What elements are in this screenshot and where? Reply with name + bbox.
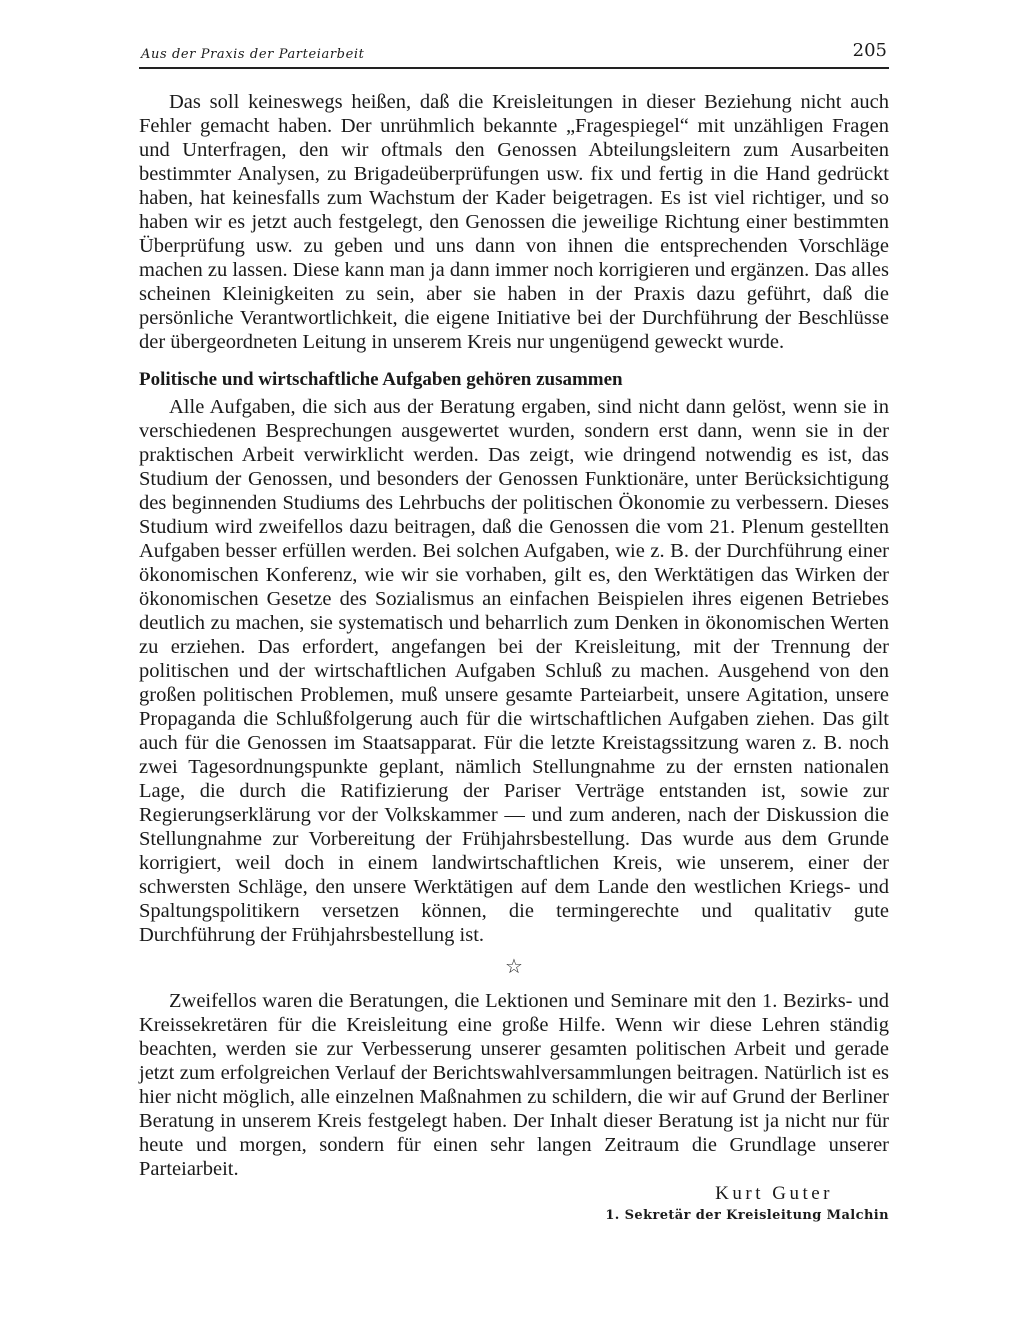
- running-head: Aus der Praxis der Parteiarbeit: [141, 47, 365, 62]
- page-header: [139, 40, 889, 70]
- paragraph-1: Das soll keineswegs heißen, daß die Kreisleitungen in dieser Beziehung nicht auch Fehler gemacht haben. Der unrühmlich bekannte „Fragespiegel“ mit unzähligen Fragen und Unterfragen, den wir oftmals den Genossen Abteilungsleitern zum Ausarbeiten bestimmter Analysen, zu Brigadeüberprüfungen usw. fix und fertig in die Hand gedrückt haben, hat keinesfalls zum Wachstum der Kader beigetragen. Es ist viel richtiger, und so haben wir es jetzt auch festgelegt, den Genossen die jeweilige Richtung einer bestimmten Überprüfung usw. zu geben und uns dann von ihnen die entsprechenden Vorschläge machen zu lassen. Diese kann man ja dann immer noch korrigieren und ergänzen. Das alles scheinen Kleinigkeiten zu sein, aber sie haben in der Praxis dazu geführt, daß die persönliche Verantwortlichkeit, die eigene Initiative bei der Durchführung der Beschlüsse der übergeordneten Leitung in unserem Kreis nur ungenügend geweckt wurde.: [139, 91, 889, 353]
- paragraph-3: Zweifellos waren die Beratungen, die Lektionen und Seminare mit den 1. Bezirks- und Kreissekretären für die Kreisleitung eine große Hilfe. Wenn wir diese Lehren ständig beachten, werden sie zur Verbesserung unserer gesamten politischen Arbeit und gerade jetzt zum erfolgreichen Verlauf der Berichtswahlversammlungen beitragen. Natürlich ist es hier nicht möglich, alle einzelnen Maßnahmen zu schildern, die wir auf Grund der Berliner Beratung in unserem Kreis festgelegt haben. Der Inhalt dieser Beratung ist ja nicht nur für heute und morgen, sondern für einen sehr langen Zeitraum die Grundlage unserer Parteiarbeit.: [139, 990, 889, 1180]
- page-number: 205: [852, 40, 887, 61]
- article-body: [139, 90, 889, 1226]
- star-separator-icon: ☆: [505, 956, 523, 978]
- section-heading: Politische und wirtschaftliche Aufgaben gehören zusammen: [139, 369, 623, 390]
- header-rule: [139, 67, 889, 69]
- author-title: 1. Sekretär der Kreisleitung Malchin: [605, 1208, 889, 1223]
- author-name: Kurt Guter: [715, 1183, 833, 1204]
- paragraph-2: Alle Aufgaben, die sich aus der Beratung ergaben, sind nicht dann gelöst, wenn sie in verschiedenen Besprechungen ausgewertet wurden, sondern erst dann, wenn sie in der praktischen Arbeit verwirklicht werden. Das zeigt, wie dringend notwendig es ist, das Studium der Genossen, und besonders der Genossen Funktionäre, unter Berücksichtigung des beginnenden Studiums des Lehrbuchs der politischen Ökonomie zu verbessern. Dieses Studium wird zweifellos dazu beitragen, daß die Genossen die vom 21. Plenum gestellten Aufgaben besser erfüllen werden. Bei solchen Aufgaben, wie z. B. der Durchführung einer ökonomischen Konferenz, wie wir sie vorhaben, gilt es, den Werktätigen das Wirken der ökonomischen Gesetze des Sozialismus an einfachen Beispielen ihres eigenen Betriebes deutlich zu machen, sie systematisch und beharrlich zum Denken in ökonomischen Werten zu erziehen. Das erfordert, angefangen bei der Kreisleitung, mit der Trennung der politischen und der wirtschaftlichen Aufgaben Schluß zu machen. Ausgehend von den großen politischen Problemen, muß unsere gesamte Parteiarbeit, unsere Agitation, unsere Propaganda die Schlußfolgerung auch für die wirtschaftlichen Aufgaben ziehen. Das gilt auch für die Genossen im Staatsapparat. Für die letzte Kreistagssitzung waren z. B. noch zwei Tagesordnungspunkte geplant, nämlich Stellungnahme zu der ernsten nationalen Lage, die durch die Ratifizierung der Pariser Verträge entstanden ist, sowie zur Regierungserklärung vor der Volkskammer — und zum anderen, nach der Diskussion die Stellungnahme zur Vorbereitung der Frühjahrsbestellung. Das wurde aus dem Grunde korrigiert, weil doch in einem landwirtschaftlichen Kreis, wie unserem, einer der schwersten Schläge, den unsere Werktätigen auf dem Lande den westlichen Kriegs- und Spaltungspolitikern versetzen können, die termingerechte und qualitativ gute Durchführung der Frühjahrsbestellung ist.: [139, 396, 889, 946]
